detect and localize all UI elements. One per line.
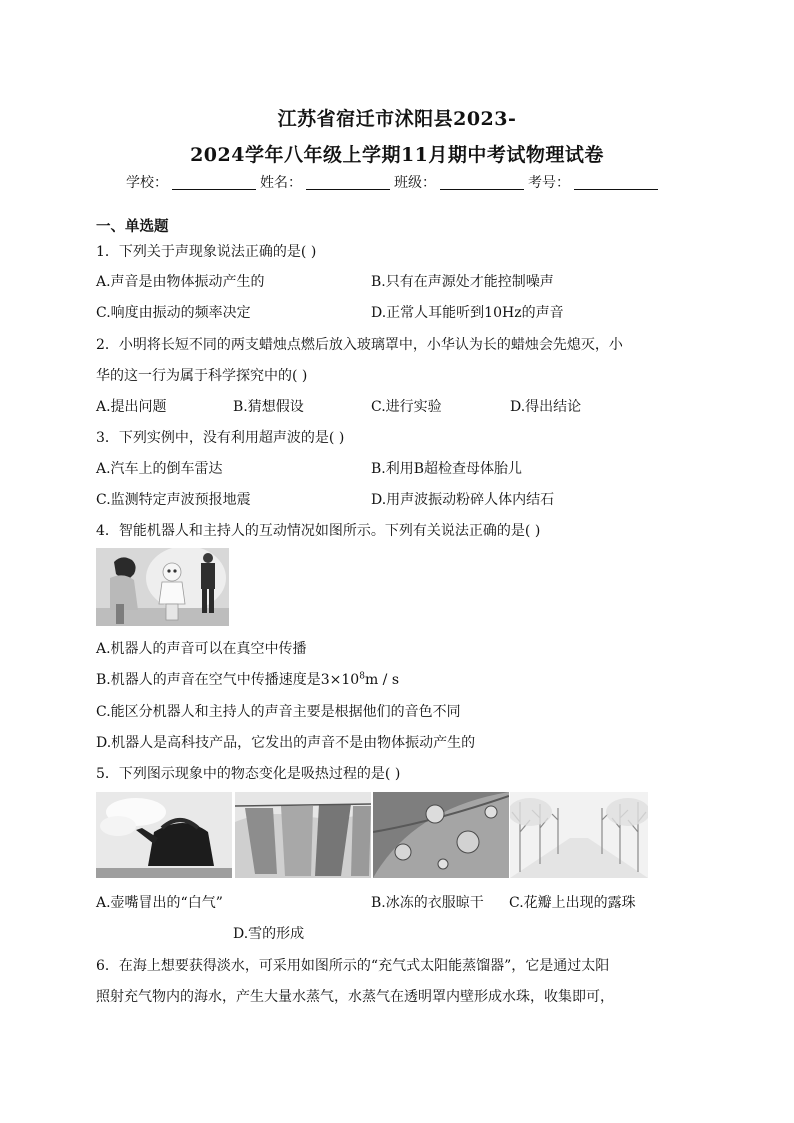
q4-option-c: C.能区分机器人和主持人的声音主要是根据他们的音色不同 [96, 704, 461, 720]
exam-title-line2: 2024学年八年级上学期11月期中考试物理试卷 [190, 144, 604, 166]
q4-option-b [96, 669, 399, 689]
question-2-stem-line2: 华的这一行为属于科学探究中的( ) [96, 368, 308, 384]
q5-option-b: B.冰冻的衣服晾干 [371, 895, 484, 911]
q4-option-a: A.机器人的声音可以在真空中传播 [96, 641, 307, 657]
kettle-steam-photo [96, 792, 232, 878]
question-1-stem: 1．下列关于声现象说法正确的是( ) [96, 244, 317, 260]
dewdrops-petal-photo [373, 792, 509, 878]
q2-option-b: B.猜想假设 [233, 399, 304, 415]
class-blank[interactable] [440, 175, 524, 190]
section-title: 一、单选题 [96, 218, 169, 235]
q3-option-d: D.用声波振动粉碎人体内结石 [371, 492, 555, 508]
q4-option-d: D.机器人是高科技产品，它发出的声音不是由物体振动产生的 [96, 735, 476, 751]
q4-option-b-text: B.机器人的声音在空气中传播速度是3×10 [96, 672, 360, 688]
frozen-clothes-photo [235, 792, 371, 878]
q3-option-a: A.汽车上的倒车雷达 [96, 461, 223, 477]
question-4-stem: 4．智能机器人和主持人的互动情况如图所示。下列有关说法正确的是( ) [96, 523, 541, 539]
name-label: 姓名： [260, 175, 302, 191]
q5-option-c: C.花瓣上出现的露珠 [509, 895, 636, 911]
school-blank[interactable] [172, 175, 256, 190]
snow-forest-photo [510, 792, 648, 878]
name-blank[interactable] [306, 175, 390, 190]
student-info-row [126, 172, 662, 192]
question-6-stem-line1: 6．在海上想要获得淡水，可采用如图所示的“充气式太阳能蒸馏器”，它是通过太阳 [96, 958, 610, 974]
q1-option-c: C.响度由振动的频率决定 [96, 305, 251, 321]
exam-number-label: 考号： [528, 175, 570, 191]
q5-option-d: D.雪的形成 [233, 926, 305, 942]
q4-option-b-exponent: 8 [359, 671, 365, 682]
q2-option-d: D.得出结论 [510, 399, 582, 415]
q3-option-b: B.利用B超检查母体胎儿 [371, 461, 523, 477]
q2-option-c: C.进行实验 [371, 399, 442, 415]
q3-option-c: C.监测特定声波预报地震 [96, 492, 251, 508]
question-6-stem-line2: 照射充气物内的海水，产生大量水蒸气，水蒸气在透明罩内壁形成水珠，收集即可， [96, 989, 614, 1005]
q1-option-a: A.声音是由物体振动产生的 [96, 274, 265, 290]
q1-option-b: B.只有在声源处才能控制噪声 [371, 274, 554, 290]
class-label: 班级： [394, 175, 436, 191]
exam-title-line1: 江苏省宿迁市沭阳县2023- [277, 108, 517, 130]
question-5-stem: 5．下列图示现象中的物态变化是吸热过程的是( ) [96, 766, 401, 782]
exam-number-blank[interactable] [574, 175, 658, 190]
q5-option-a: A.壶嘴冒出的“白气” [96, 895, 223, 911]
q4-option-b-unit: m / s [364, 672, 400, 688]
q1-option-d: D.正常人耳能听到10Hz的声音 [371, 305, 564, 321]
robot-host-photo [96, 548, 229, 626]
question-2-stem-line1: 2．小明将长短不同的两支蜡烛点燃后放入玻璃罩中，小华认为长的蜡烛会先熄灭，小 [96, 337, 623, 353]
school-label: 学校： [126, 175, 168, 191]
question-3-stem: 3．下列实例中，没有利用超声波的是( ) [96, 430, 345, 446]
q2-option-a: A.提出问题 [96, 399, 167, 415]
